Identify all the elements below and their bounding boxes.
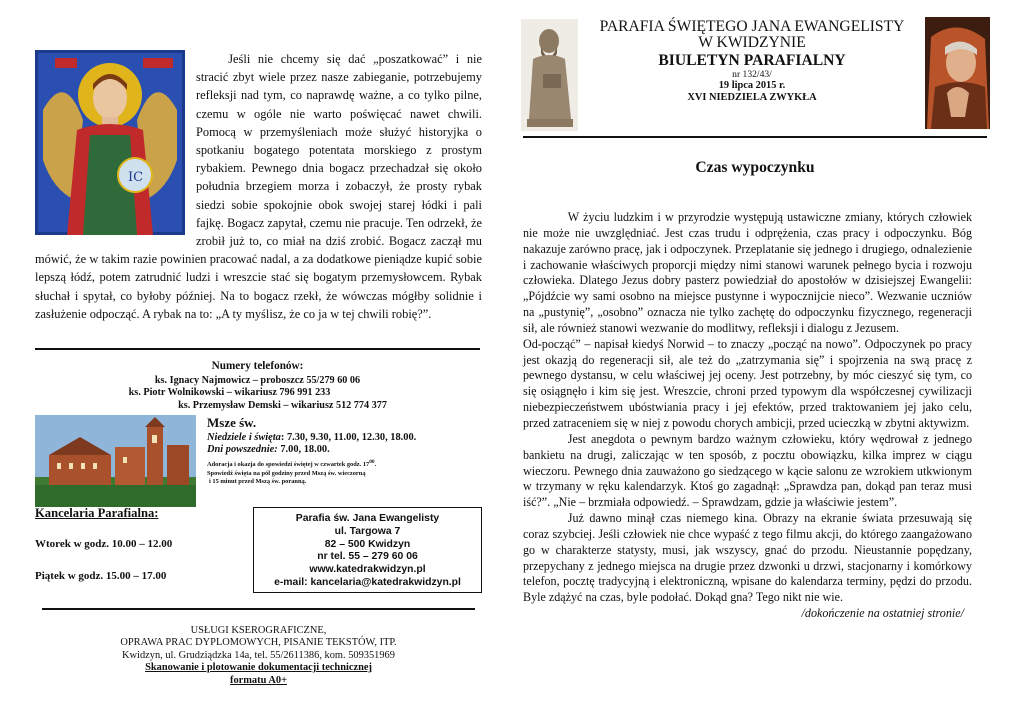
phone-line: ks. Ignacy Najmowicz – proboszcz 55/279 60 06 <box>154 374 361 386</box>
woman-portrait-image <box>925 17 990 129</box>
chancery-title: Kancelaria Parafialna: <box>35 506 159 520</box>
article-paragraph: Od-począć” – napisał kiedyś Norwid – to znaczy „począć na nowo”. Odpoczynek po pracy jest okazją do regeneracji sił, ale też do „zatrzymania się” i spojrzenia na swą pracę z pewnego dystansu, w celu właściwej jej oceny. Jest potrzebny, by móc cieszyć się tym, co się osiągnęło i kim się jest. Wreszcie, chroni przed typowym dla współczesnej cywilizacji niebezpieczeństwem ubóstwiania pracy i jej efektów, przed traktowaniem jej jako celu, przed zatraceniem się w niej z powodu chorych ambicji, przed ucieczką w zbytni aktywizm. <box>523 336 972 430</box>
bulletin-header <box>578 19 926 104</box>
chancery-row: Piątek w godz. 15.00 – 17.00 <box>35 570 167 582</box>
mass-note: Spowiedź święta na pół godziny przed Mszą św. wieczorną <box>207 469 366 477</box>
divider <box>35 348 480 350</box>
mass-times <box>207 415 482 487</box>
intro-story-text <box>35 50 482 323</box>
article-title: Czas wypoczynku <box>695 159 815 176</box>
phone-numbers <box>35 360 480 412</box>
mass-sunday: Niedziele i święta: 7.30, 9.30, 11.00, 12.30, 18.00. <box>207 432 417 443</box>
mass-note: i 15 minut przed Mszą św. poranną. <box>209 478 307 486</box>
parish-contact-box <box>253 507 482 593</box>
services-line: OPRAWA PRAC DYPLOMOWYCH, PISANIE TEKSTÓW, ITP. <box>120 637 397 649</box>
saint-john-statue-image <box>521 19 578 131</box>
contact-line: Parafia św. Jana Ewangelisty <box>295 513 440 524</box>
article-paragraph: W życiu ludzkim i w przyrodzie występują ustawiczne zmiany, których człowiek nie może nie uwzględniać. Jest czas trudu i odprężenia, czas pracy i odpoczynku. Bóg nakazuje zarówno pracę, jak i odpoczynek. Przeplatanie się jednego i drugiego, odnalezienie i zachowanie właściwych proporcji między nimi stanowi warunek pełnego bycia i rozwoju człowieka. Dlatego Jezus dobry pasterz powiedział do apostołów w dzisiejszej Ewangelii: „Pójdźcie wy sami osobno na miejsce pustynne i wypocznijcie nieco”. Wezwanie uczniów na „pustynię”, „osobno” oznacza nie tylko zachętę do odpoczynku fizycznego, regeneracji sił, ale również stanowi wezwanie do modlitwy, refleksji i dialogu z Jezusem. <box>523 210 972 335</box>
services-line: USŁUGI KSEROGRAFICZNE, <box>190 625 327 636</box>
divider <box>42 608 475 610</box>
article-paragraph: Jest anegdota o pewnym bardzo ważnym człowieku, który wędrował z jednego bankietu na drugi, zaliczając w ten sposób, z pocztu obowiązku, kilka imprez w ciągu wieczoru. Pewnego dnia zauważono go siedzącego w kącie salonu ze wzrokiem utkwionym w trzymany w ręku kalendarzyk. Ktoś go zagadnął: „Sprawdza pan, dokąd pan teraz musi iść?”. „Nie – brzmiała odpowiedź. – Sprawdzam, gdzie ja właściwie jestem”. <box>523 431 972 510</box>
svg-text:IC: IC <box>128 170 144 185</box>
continued-note: /dokończenie na ostatniej stronie/ <box>801 606 964 621</box>
chancery-row: Wtorek w godz. 10.00 – 12.00 <box>35 538 173 550</box>
phones-title: Numery telefonów: <box>211 360 304 372</box>
bulletin-number: nr 132/43/ <box>732 68 772 80</box>
email-link[interactable]: e-mail: kancelaria@katedrakwidzyn.pl <box>274 576 461 588</box>
contact-line: 82 – 500 Kwidzyn <box>324 538 411 550</box>
phone-line: ks. Przemysław Demski – wikariusz 512 774 377 <box>178 399 387 411</box>
bulletin-title: BIULETYN PARAFIALNY <box>658 51 846 69</box>
mass-note: Adoracja i okazja do spowiedzi świętej w czwartek godz. $17^{00}$. <box>207 459 377 469</box>
article-paragraph: Już dawno minął czas niemego kina. Obrazy na ekranie świata przesuwają się coraz szybciej. Jeśli człowiek nie chce wypaść z tego filmu akcji, do którego zaangażowano go w charakterze statysty, musi, jak wszyscy, gnać do przodu. Nieustannie popędzany, przepychany z jednego miejsca na drugie przez dzwonki u drzwi, stacjonarny i komórkowy telefon, pocztę tradycyjną i elektroniczną, wpisane do kalendarza terminy, pędzi do przodu. Byle zdążyć na czas, byle podołać. Dokąd gna? Tego nikt nie wie. <box>523 511 972 605</box>
castle-photo <box>35 415 196 507</box>
divider <box>523 136 987 138</box>
website-link[interactable]: www.katedrakwidzyn.pl <box>309 564 426 576</box>
services-line: formatu A0+ <box>229 674 287 686</box>
article-body <box>523 210 972 622</box>
services-line: Kwidzyn, ul. Grudziądzka 14a, tel. 55/2611386, kom. 509351969 <box>122 649 395 661</box>
intro-paragraph: Jeśli nie chcemy się dać „poszatkować” i nie stracić zbyt wiele przez nasze zabieganie, potrzebujemy refleksji nad tym, co naprawdę ważne, a co tylko pilne, czemu w ogóle nie warto poświęcać nawet chwili. Pomocą w przemyśleniach może służyć historyjka o spotkaniu bogatego potentata morskiego z prostym rybakiem. Pewnego dnia bogacz przechadzał się około południa brzegiem morza i zobaczył, że prosty rybak siedzi sobie spokojnie obok swojej starej łódki i pali fajkę. Bogacz zapytał, czemu nie pracuje. Ten odrzekł, że zrobił już to, co miał na dziś zrobić. Bogacz zaczął mu mówić, że w takim razie powinien pracować nadal, a za dodatkowe pieniądze kupić sobie lepszą łódź, potem zatrudnić ludzi i wreszcie stać się bogatym przemysłowcem. Rybak słuchał i spytał, co byłoby później. Na to bogacz rzekł, że wówczas mógłby solidnie i zasłużenie odpocząć. A rybak na to: „A ty myślisz, że co ja w tej chwili robię?”. <box>35 52 482 321</box>
liturgical-sunday: XVI NIEDZIELA ZWYKŁA <box>687 91 817 103</box>
copy-services-ad <box>42 625 475 687</box>
phone-line: ks. Piotr Wolnikowski – wikariusz 796 991 233 <box>128 387 331 398</box>
chancery-hours <box>35 506 235 582</box>
parish-name: PARAFIA ŚWIĘTEGO JANA EWANGELISTY <box>599 18 905 35</box>
mass-title: Msze św. <box>207 415 257 430</box>
parish-town: W KWIDZYNIE <box>698 34 806 52</box>
services-line: Skanowanie i plotowanie dokumentacji technicznej <box>145 662 372 674</box>
contact-line: ul. Targowa 7 <box>334 525 401 537</box>
mass-weekday: Dni powszednie: 7.00, 18.00. <box>207 444 330 455</box>
bulletin-date: 19 lipca 2015 r. <box>718 79 786 91</box>
contact-line: nr tel. 55 – 279 60 06 <box>317 551 418 563</box>
